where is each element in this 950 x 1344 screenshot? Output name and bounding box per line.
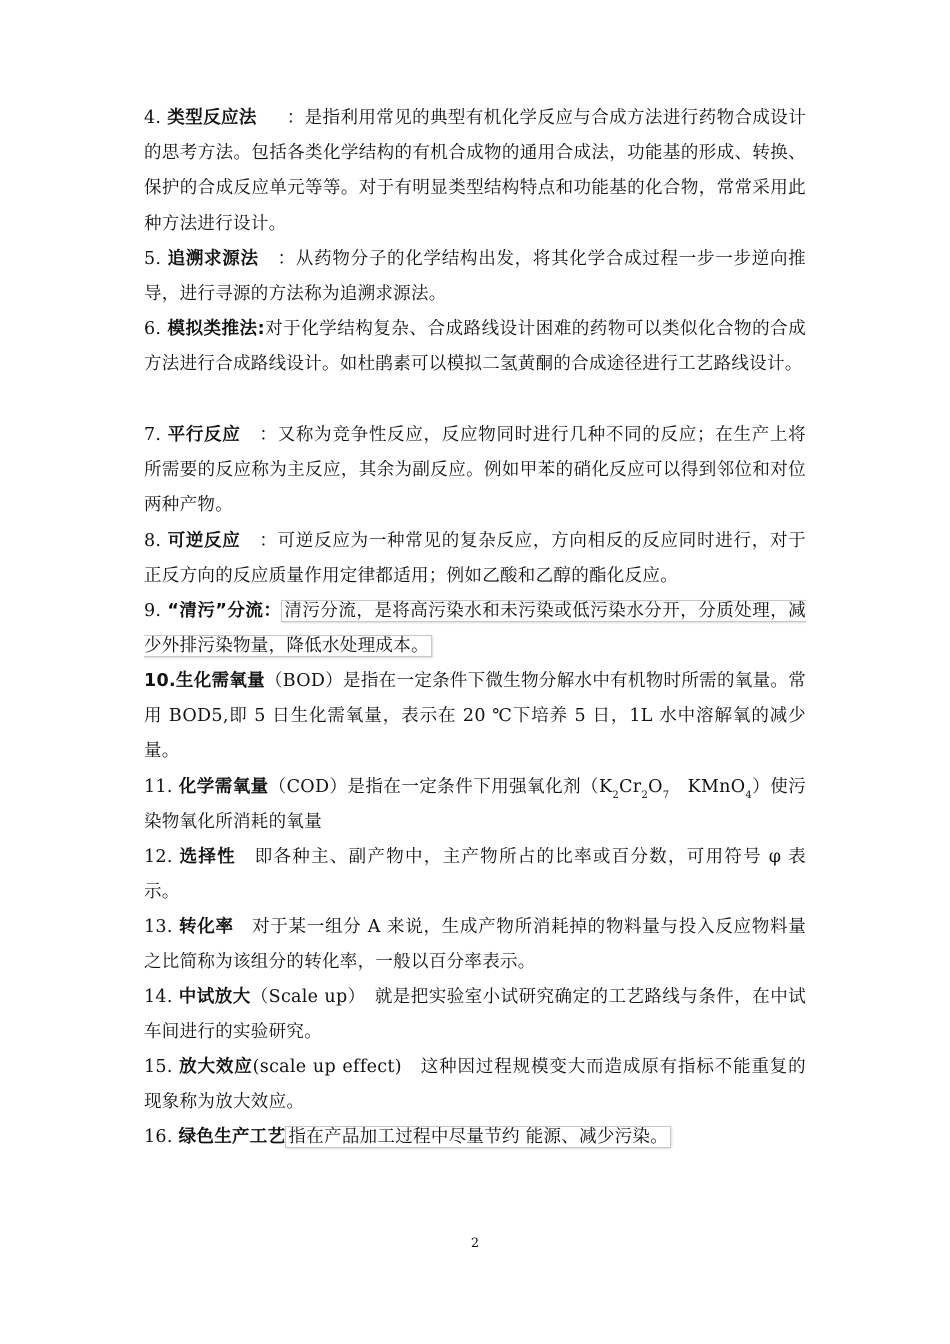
entry-8 (144, 524, 806, 594)
entry-definition-part: （COD）是指在一定条件下用强氧化剂（K (268, 777, 613, 797)
entry-number: 12. (144, 847, 173, 867)
entry-14 (144, 980, 806, 1050)
entry-definition: (scale up effect) 这种因过程规模变大而造成原有指标不能重复的现象称为放大效应。 (144, 1057, 806, 1113)
entry-definition: 对于化学结构复杂、合成路线设计困难的药物可以类似化合物的合成方法进行合成路线设计。如杜鹃素可以模拟二氢黄酮的合成途径进行工艺路线设计。 (144, 319, 806, 375)
entry-number: 8. (144, 531, 162, 551)
entry-number: 15. (144, 1057, 173, 1077)
entry-definition: （BOD）是指在一定条件下微生物分解水中有机物时所需的氧量。常用 BOD5,即 5 日生化需氧量，表示在 20 ℃下培养 5 日，1L 水中溶解氧的减少量。 (144, 671, 806, 762)
entry-13 (144, 910, 806, 980)
entry-term: 中试放大 (178, 987, 251, 1007)
entry-number: 14. (144, 987, 173, 1007)
entry-separator: ： (259, 531, 278, 551)
entry-definition: （Scale up） 就是把实验室小试研究确定的工艺路线与条件，在中试车间进行的实验研究。 (144, 987, 806, 1043)
subscript: 2 (612, 790, 620, 801)
entry-definition: 清污分流，是将高污染水和未污染或低污染水分开，分质处理，减少外排污染物量，降低水处理成本。 (144, 601, 806, 657)
entry-separator: ： (259, 425, 278, 445)
entry-definition: 对于某一组分 A 来说，生成产物所消耗掉的物料量与投入反应物料量之比简称为该组分的转化率，一般以百分率表示。 (144, 917, 806, 973)
entry-number: 16. (144, 1127, 173, 1147)
entry-term: 模拟类推法 (167, 319, 258, 339)
entry-separator: ： (263, 601, 282, 621)
page-number: 2 (470, 1236, 480, 1251)
entry-11 (144, 770, 806, 840)
entry-number: 10. (144, 671, 176, 691)
entry-definition-part: O (648, 777, 663, 797)
entry-term: 放大效应 (179, 1057, 253, 1077)
entry-definition-part: Cr (619, 777, 642, 797)
entry-15 (144, 1050, 806, 1120)
entry-definition-part: ）使污染物氧化所消耗的氧量 (144, 777, 806, 833)
entry-number: 6. (144, 319, 162, 339)
entry-number: 13. (144, 917, 173, 937)
entry-definition: 可逆反应为一种常见的复杂反应，方向相反的反应同时进行，对于正反方向的反应质量作用定律都适用；例如乙酸和乙醇的酯化反应。 (144, 531, 806, 587)
entry-16 (144, 1120, 806, 1155)
entry-term: 选择性 (179, 847, 236, 867)
subscript: 4 (745, 790, 753, 801)
entry-term: 转化率 (179, 917, 234, 937)
entry-term: 化学需氧量 (178, 777, 269, 797)
entry-number: 4. (144, 108, 162, 128)
entry-number: 7. (144, 425, 162, 445)
entry-separator: : (257, 319, 265, 339)
entry-term: 平行反应 (167, 425, 241, 445)
entry-number: 11. (144, 777, 173, 797)
entry-separator: ： (286, 108, 305, 128)
subscript: 7 (662, 790, 670, 801)
entry-separator: ： (277, 249, 296, 269)
entry-definition: 又称为竞争性反应，反应物同时进行几种不同的反应；在生产上将所需要的反应称为主反应，其余为副反应。例如甲苯的硝化反应可以得到邻位和对位两种产物。 (144, 425, 806, 516)
entry-definition-part: KMnO (669, 777, 746, 797)
entry-term: 生化需氧量 (175, 671, 265, 691)
entry-definition: 从药物分子的化学结构出发，将其化学合成过程一步一步逆向推导，进行寻源的方法称为追溯求源法。 (144, 249, 806, 305)
entry-number: 5. (144, 249, 162, 269)
entry-definition: 即各种主、副产物中，主产物所占的比率或百分数，可用符号 φ 表示。 (144, 847, 806, 903)
entry-7 (144, 418, 806, 524)
entry-definition: 指在产品加工过程中尽量节约 能源、减少污染。 (285, 1126, 671, 1148)
entry-term: 追溯求源法 (167, 249, 259, 269)
entry-term: 可逆反应 (167, 531, 241, 551)
entry-10 (144, 664, 806, 770)
entry-12 (144, 840, 806, 910)
entry-definition: 是指利用常见的典型有机化学反应与合成方法进行药物合成设计的思考方法。包括各类化学结构的有机合成物的通用合成法，功能基的形成、转换、保护的合成反应单元等等。对于有明显类型结构特点和功能基的化合物，常常采用此种方法进行设计。 (144, 108, 807, 234)
entry-5 (144, 242, 806, 312)
entry-term: 绿色生产工艺 (178, 1127, 286, 1147)
entry-4 (144, 101, 806, 242)
entry-9 (144, 594, 806, 664)
subscript: 2 (641, 790, 649, 801)
entry-term: 类型反应法 (167, 108, 257, 128)
entry-number: 9. (144, 601, 162, 621)
entry-term: “清污”分流 (167, 601, 264, 621)
entry-6 (144, 312, 806, 382)
